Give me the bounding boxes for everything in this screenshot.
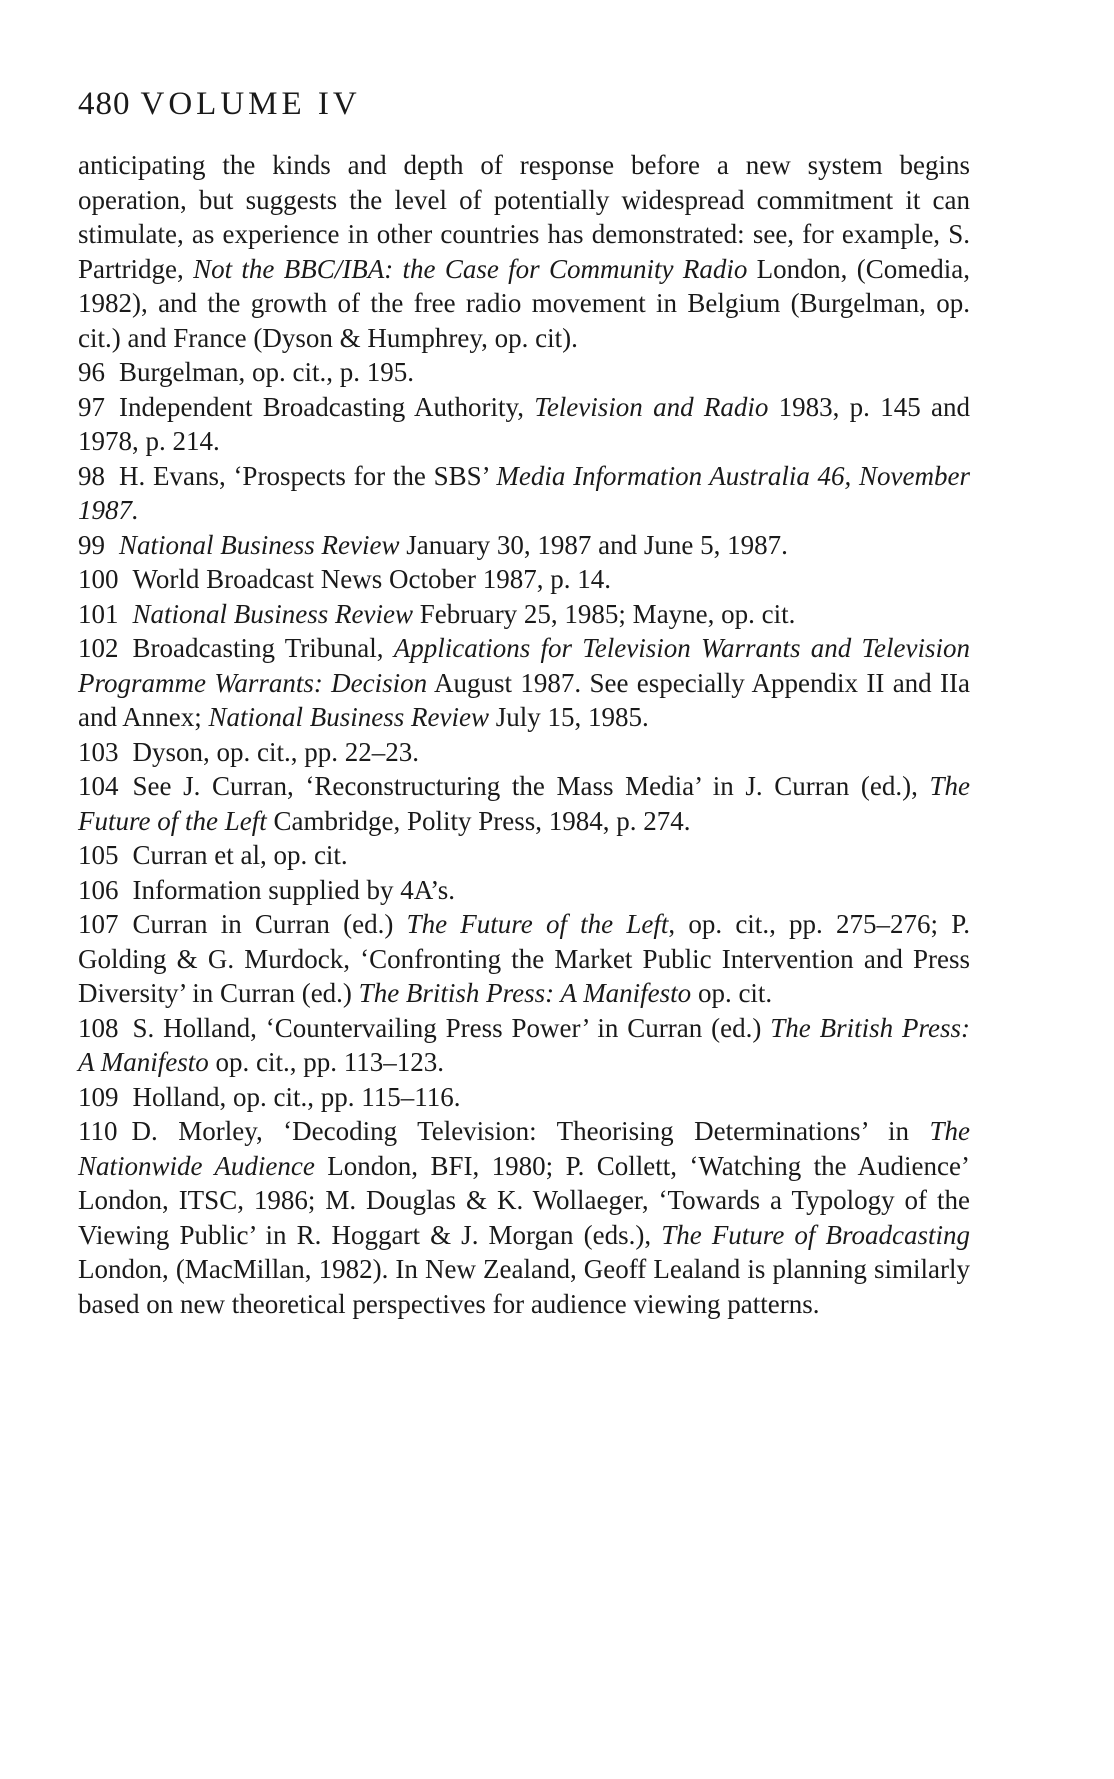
endnote-number: 102 — [78, 633, 119, 663]
endnote-text: Broadcasting Tribunal, — [132, 633, 394, 663]
endnote-text: H. Evans, ‘Prospects for the SBS’ — [119, 460, 497, 491]
endnote-italic-title: National Business Review — [208, 702, 489, 732]
endnote-text: January 30, 1987 and June 5, 1987. — [399, 529, 788, 560]
running-title: VOLUME IV — [140, 86, 361, 122]
endnote-text: , op. cit., pp. 275–276; P. Golding & G. Murdock, ‘Confronting the Market Public Intervention and Press Diversity’ in Curran (ed.) — [78, 909, 970, 1008]
endnote-number: 105 — [78, 840, 119, 870]
endnote-text: Dyson, op. cit., pp. 22–23. — [132, 736, 419, 767]
endnote-text: August 1987. See especially Appendix II and IIa and Annex; — [78, 667, 970, 732]
endnote-number: 108 — [78, 1012, 119, 1043]
endnote-text: op. cit. — [691, 978, 773, 1008]
endnote-number: 103 — [78, 736, 119, 767]
endnote — [78, 769, 970, 838]
endnote-number: 110 — [78, 1116, 118, 1146]
endnote-text: Cambridge, Polity Press, 1984, p. 274. — [266, 805, 691, 836]
endnote-number: 104 — [78, 771, 119, 801]
endnote-number: 106 — [78, 874, 119, 905]
page-number: 480 — [78, 86, 131, 122]
endnote-italic-title: The British Press: A Manifesto — [358, 978, 692, 1008]
endnote-text: Independent Broadcasting Authority, — [119, 391, 535, 422]
endnote-number: 98 — [78, 460, 105, 491]
endnote-italic-title: Applications for Television Warrants and Television Programme Warrants: Decision — [78, 633, 970, 698]
endnote-text: Curran in Curran (ed.) — [132, 909, 407, 939]
endnotes-list — [78, 148, 970, 1321]
endnote-italic-title: Not the BBC/IBA: the Case for Community Radio — [193, 253, 748, 284]
endnote-text: February 25, 1985; Mayne, op. cit. — [412, 598, 796, 629]
endnote-text: World Broadcast News October 1987, p. 14. — [132, 564, 611, 594]
endnote — [78, 562, 970, 597]
endnote — [78, 735, 970, 770]
endnote-text: S. Holland, ‘Countervailing Press Power’ in Curran (ed.) — [132, 1012, 771, 1043]
endnote — [78, 631, 970, 735]
endnote — [78, 873, 970, 908]
endnote — [78, 355, 970, 390]
endnote-italic-title: The Future of the Left — [406, 909, 669, 939]
endnote-number: 97 — [78, 391, 105, 422]
endnote-text: 1983, p. 145 and 1978, p. 214. — [78, 391, 970, 456]
endnote-italic-title: National Business Review — [132, 598, 413, 629]
endnote-text: Information supplied by 4A’s. — [132, 874, 455, 905]
endnote-italic-title: The Nationwide Audience — [78, 1116, 970, 1181]
endnote — [78, 1080, 970, 1115]
endnote-text: Holland, op. cit., pp. 115–116. — [132, 1081, 461, 1112]
endnote — [78, 148, 970, 355]
endnote-text: London, (MacMillan, 1982). In New Zealand, Geoff Lealand is planning similarly based on new theoretical perspectives for audience viewing patterns. — [78, 1254, 970, 1319]
endnote-text: London, (Comedia, 1982), and the growth of the free radio movement in Belgium (Burgelman, op. cit.) and France (Dyson & Humphrey, op. cit). — [78, 253, 970, 353]
endnote — [78, 907, 970, 1011]
endnote-italic-title: National Business Review — [119, 529, 400, 560]
endnote — [78, 459, 970, 528]
endnote — [78, 838, 970, 873]
endnote-text: anticipating the kinds and depth of response before a new system begins operation, but suggests the level of potentially widespread commitment it can stimulate, as experience in other countries has demonstrated: see, for example, S. Partridge, — [78, 150, 970, 284]
endnote-italic-title: The Future of the Left — [78, 771, 970, 836]
endnote-number: 107 — [78, 909, 119, 939]
endnote-text: See J. Curran, ‘Reconstructuring the Mass Media’ in J. Curran (ed.), — [132, 771, 930, 801]
endnote-text: London, BFI, 1980; P. Collett, ‘Watching the Audience’ London, ITSC, 1986; M. Douglas & K. Wollaeger, ‘Towards a Typology of the Viewing Public’ in R. Hoggart & J. Morgan (eds.), — [78, 1150, 970, 1250]
endnote-text: Curran et al, op. cit. — [132, 840, 348, 870]
endnote-italic-title: Media Information Australia 46, November 1987. — [78, 460, 971, 525]
endnote-number: 109 — [78, 1081, 119, 1112]
endnote-number: 101 — [78, 598, 119, 629]
endnote-italic-title: Television and Radio — [534, 391, 769, 422]
running-header — [78, 88, 361, 121]
endnote-text: July 15, 1985. — [488, 702, 649, 732]
endnote-number: 96 — [78, 357, 105, 387]
endnote-italic-title: The Future of Broadcasting — [661, 1219, 970, 1250]
endnote-number: 100 — [78, 564, 119, 594]
endnote-number: 99 — [78, 529, 105, 560]
endnote — [78, 597, 970, 632]
endnote-text: D. Morley, ‘Decoding Television: Theorising Determinations’ in — [131, 1116, 930, 1146]
endnote-italic-title: The British Press: A Manifesto — [78, 1012, 971, 1077]
endnote — [78, 528, 970, 563]
endnote — [78, 1011, 970, 1080]
endnote-text: Burgelman, op. cit., p. 195. — [119, 357, 414, 387]
endnote — [78, 1114, 970, 1321]
endnote-text: op. cit., pp. 113–123. — [208, 1047, 444, 1077]
endnote — [78, 390, 970, 459]
